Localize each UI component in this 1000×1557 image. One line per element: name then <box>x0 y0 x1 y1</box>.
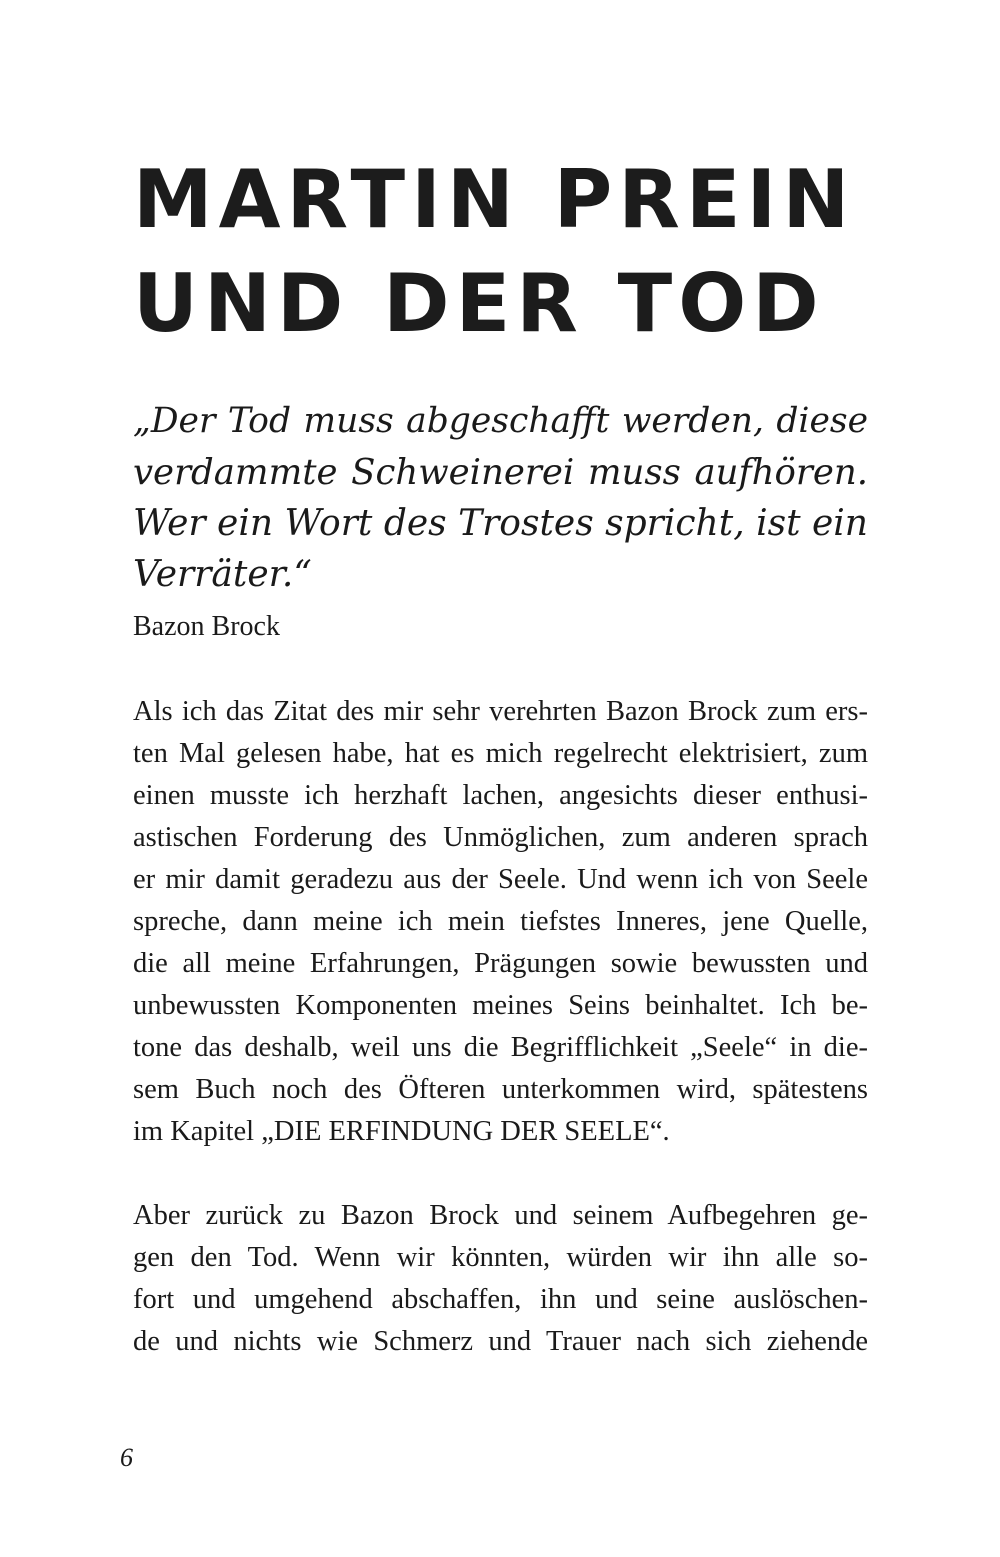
text-line: im Kapitel „DIE ERFINDUNG DER SEELE“. <box>133 1116 670 1147</box>
text-line: er mir damit geradezu aus der Seele. Und wenn ich von Seele <box>133 864 868 895</box>
text-line: de und nichts wie Schmerz und Trauer nach sich ziehende <box>133 1326 868 1357</box>
chapter-title <box>133 148 873 356</box>
text-line: fort und umgehend abschaffen, ihn und seine auslöschen- <box>133 1284 868 1315</box>
text-line: sem Buch noch des Öfteren unterkommen wird, spätestens <box>133 1074 868 1105</box>
text-line: die all meine Erfahrungen, Prägungen sowie bewussten und <box>133 948 868 979</box>
text-line: astischen Forderung des Unmöglichen, zum anderen sprach <box>133 822 868 853</box>
text-line: Als ich das Zitat des mir sehr verehrten Bazon Brock zum ers- <box>133 696 868 727</box>
text-line: einen musste ich herzhaft lachen, angesichts dieser enthusi- <box>133 780 868 811</box>
epigraph-line: Wer ein Wort des Trostes spricht, ist ein <box>133 503 868 544</box>
text-line: ten Mal gelesen habe, hat es mich regelrecht elektrisiert, zum <box>133 738 868 769</box>
epigraph-line: Verräter.“ <box>133 554 312 595</box>
text-line: unbewussten Komponenten meines Seins beinhaltet. Ich be- <box>133 990 868 1021</box>
epigraph-line: „Der Tod muss abgeschafft werden, diese <box>133 401 868 441</box>
text-line: Aber zurück zu Bazon Brock und seinem Aufbegehren ge- <box>133 1200 868 1231</box>
epigraph-quote <box>133 396 868 600</box>
body-paragraph-2 <box>133 1195 868 1363</box>
text-line: gen den Tod. Wenn wir könnten, würden wir ihn alle so- <box>133 1242 868 1273</box>
epigraph-line: verdammte Schweinerei muss aufhören. <box>133 452 868 493</box>
chapter-title-line-2: UND DER TOD <box>133 257 825 350</box>
body-paragraph-1 <box>133 691 868 1153</box>
text-line: spreche, dann meine ich mein tiefstes Inneres, jene Quelle, <box>133 906 868 937</box>
chapter-title-line-1: MARTIN PREIN <box>133 153 856 246</box>
text-line: tone das deshalb, weil uns die Begrifflichkeit „Seele“ in die- <box>133 1032 868 1063</box>
page-number: 6 <box>120 1443 133 1472</box>
epigraph-author: Bazon Brock <box>133 611 280 642</box>
